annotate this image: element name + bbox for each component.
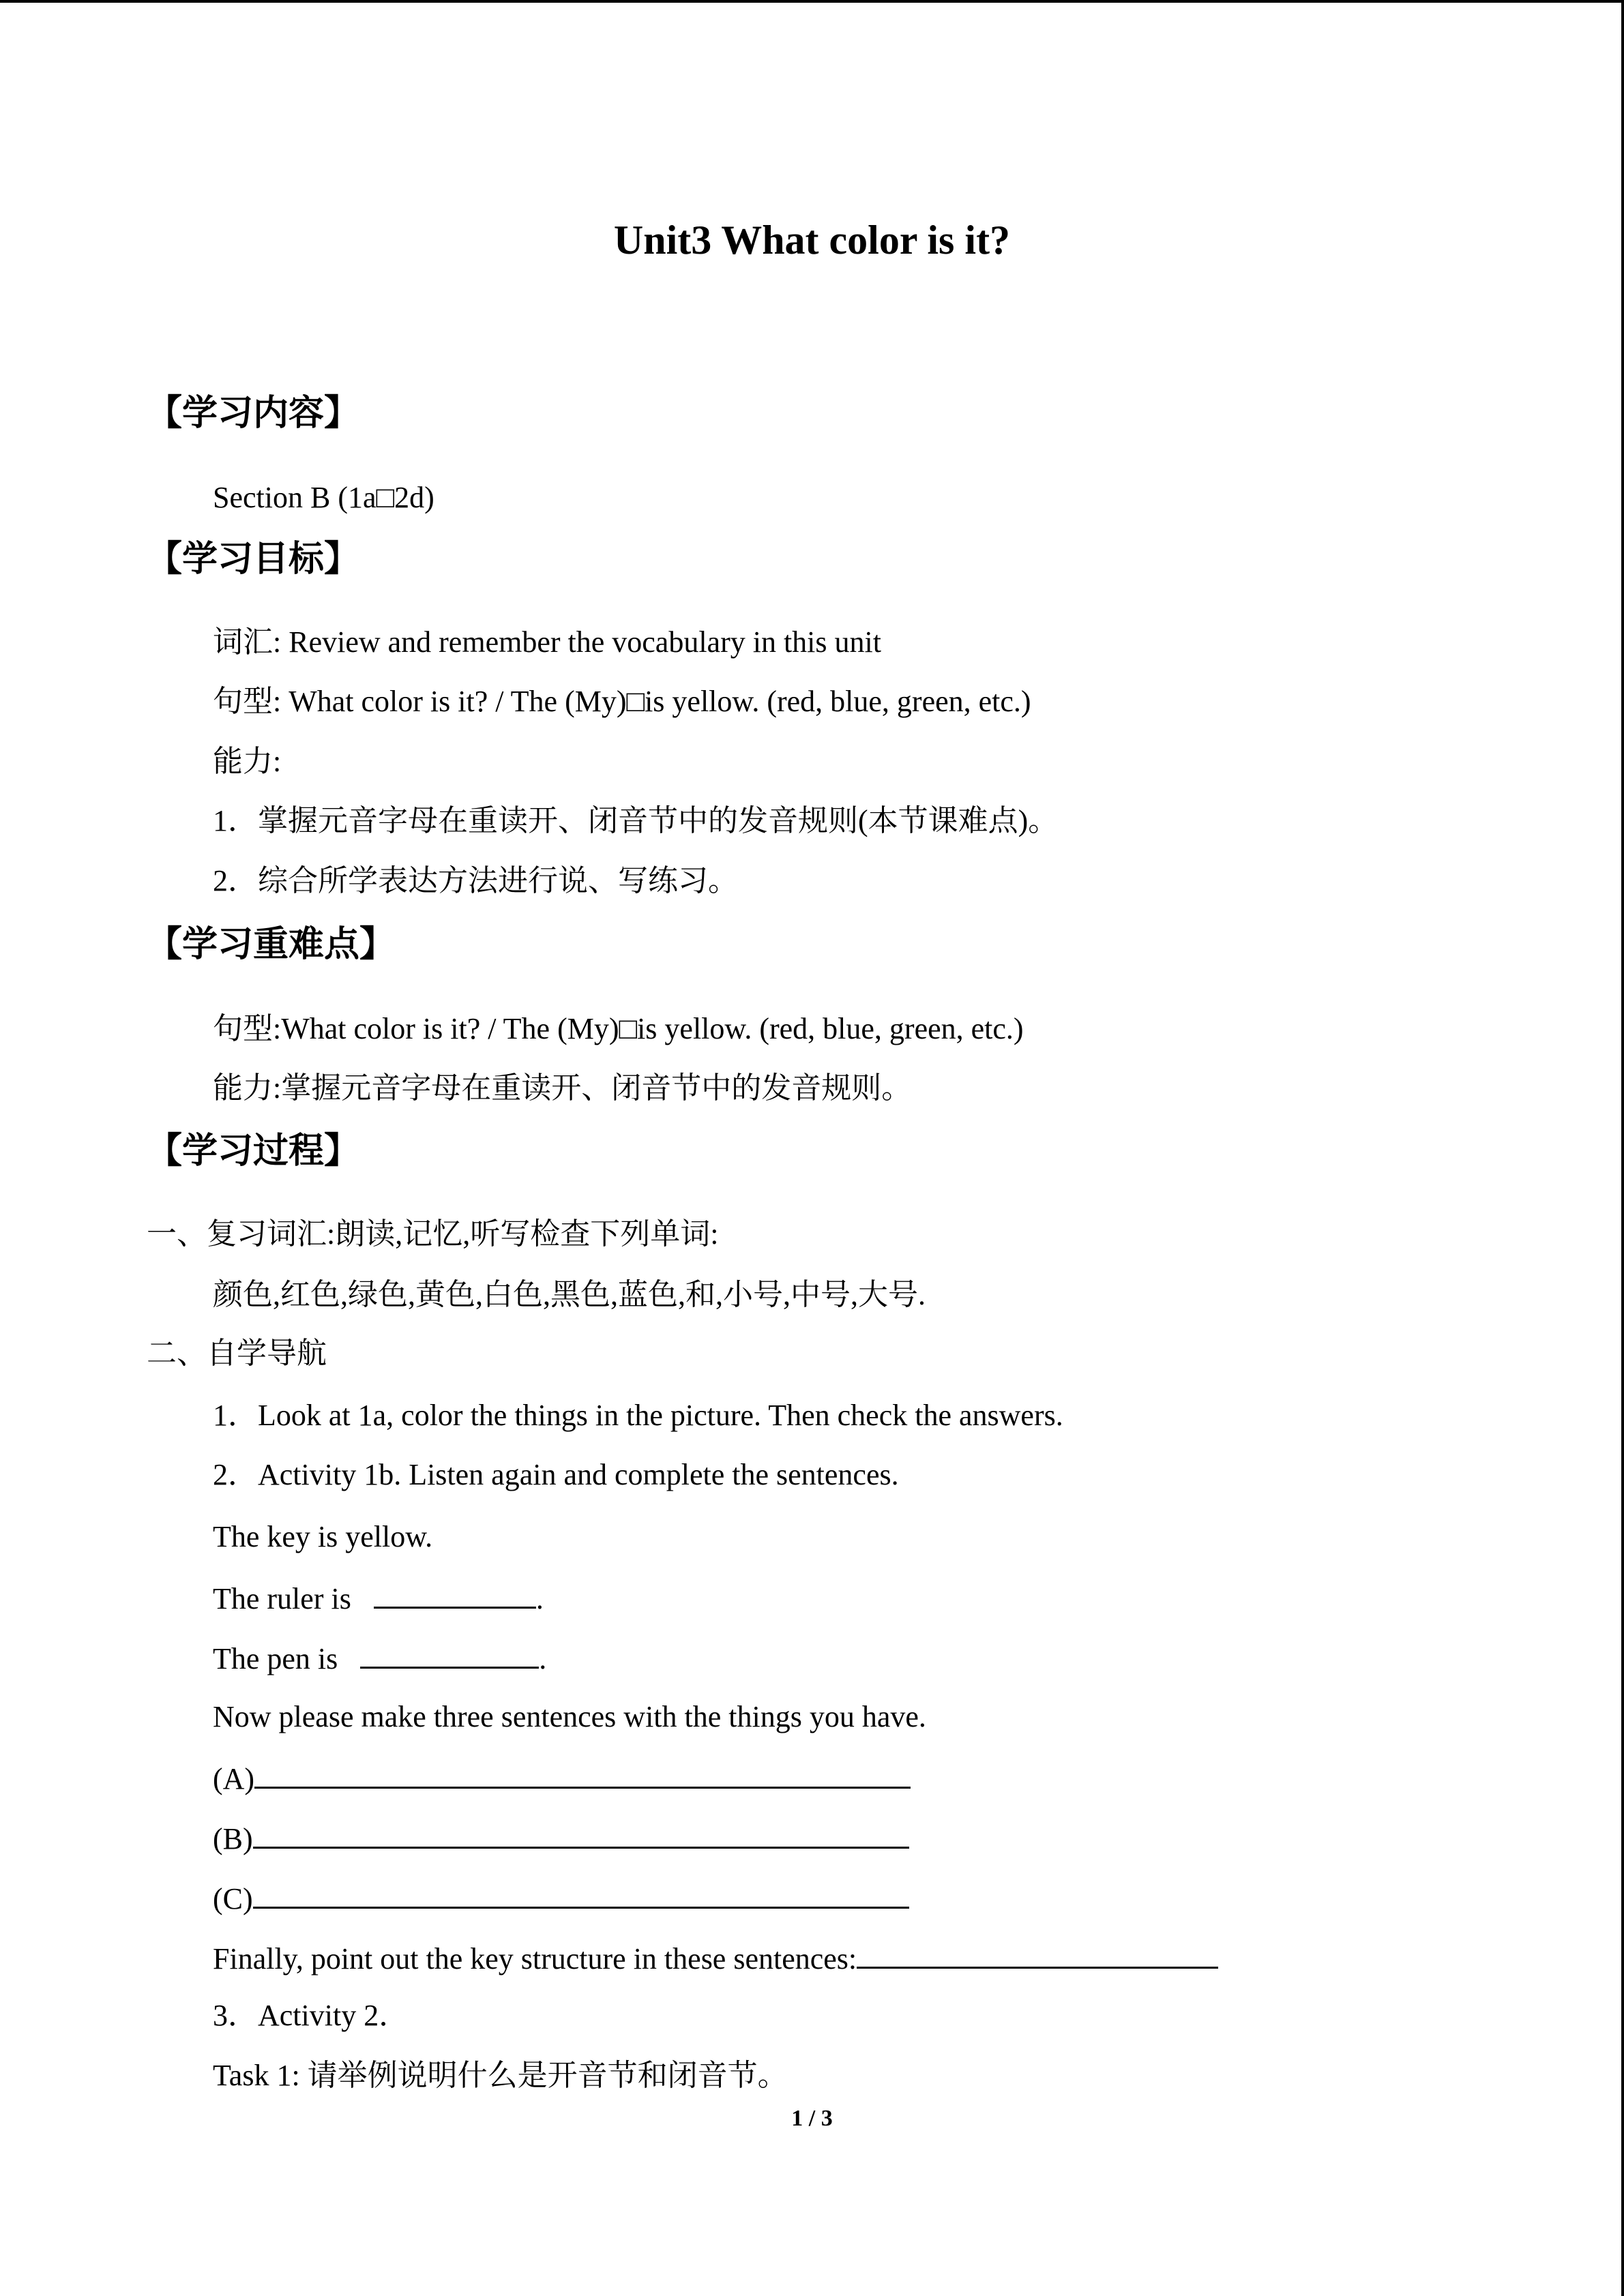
sentence-c-row [213, 1877, 909, 1920]
sentence-ruler-row [213, 1577, 544, 1620]
process-step-3: 3．Activity 2． [213, 1999, 409, 2032]
page-indicator: 1 / 3 [791, 2106, 833, 2131]
goal-ability-label: 能力: [213, 745, 282, 778]
make-sentences-instruction: Now please make three sentences with the things you have. [213, 1700, 926, 1733]
sentence-b-blank[interactable] [253, 1817, 909, 1849]
goal-ability-item-2: 2．综合所学表达方法进行说、写练习。 [213, 864, 738, 897]
section-range-text: Section B (1a□2d) [213, 481, 434, 514]
document-title: Unit3 What color is it? [613, 218, 1011, 263]
goal-ability-item-1: 1．掌握元音字母在重读开、闭音节中的发音规则(本节课难点)。 [213, 804, 1059, 837]
process-vocab-words: 颜色,红色,绿色,黄色,白色,黑色,蓝色,和,小号,中号,大号. [213, 1278, 926, 1311]
ruler-answer-blank[interactable] [374, 1577, 536, 1609]
pen-period: . [539, 1642, 547, 1675]
process-step-2: 2．Activity 1b. Listen again and complete the sentences. [213, 1458, 899, 1491]
ruler-period: . [535, 1582, 544, 1615]
sentence-c-label: (C) [213, 1882, 253, 1915]
process-step-1: 1．Look at 1a, color the things in the picture. Then check the answers. [213, 1399, 1063, 1432]
heading-key-points: 【学习重难点】 [147, 924, 396, 965]
finally-row [213, 1937, 1218, 1980]
process-part-2-title: 二、自学导航 [147, 1337, 327, 1370]
sentence-pen-text: The pen is [213, 1642, 338, 1675]
sentence-a-blank[interactable] [254, 1757, 911, 1789]
process-part-1-title: 一、复习词汇:朗读,记忆,听写检查下列单词: [147, 1217, 719, 1251]
heading-learning-content: 【学习内容】 [147, 393, 360, 434]
key-sentence-pattern: 句型:What color is it? / The (My)□is yellow. (red, blue, green, etc.) [213, 1012, 1024, 1045]
finally-text: Finally, point out the key structure in these sentences: [213, 1942, 857, 1976]
key-structure-blank[interactable] [857, 1937, 1218, 1969]
goal-sentence-pattern: 句型: What color is it? / The (My)□is yellow. (red, blue, green, etc.) [213, 685, 1031, 718]
pen-answer-blank[interactable] [360, 1637, 539, 1669]
page-top-border [0, 0, 1624, 3]
sentence-a-label: (A) [213, 1762, 255, 1795]
goal-vocabulary: 词汇: Review and remember the vocabulary in this unit [213, 625, 881, 659]
heading-learning-goals: 【学习目标】 [147, 539, 360, 580]
sentence-b-label: (B) [213, 1822, 253, 1855]
sentence-key-example: The key is yellow. [213, 1520, 433, 1553]
sentence-a-row [213, 1757, 911, 1800]
page-right-border [1621, 0, 1624, 2296]
sentence-b-row [213, 1817, 909, 1860]
sentence-ruler-text: The ruler is [213, 1582, 351, 1615]
key-ability: 能力:掌握元音字母在重读开、闭音节中的发音规则。 [213, 1071, 912, 1105]
task-1: Task 1: 请举例说明什么是开音节和闭音节。 [213, 2059, 788, 2092]
sentence-c-blank[interactable] [253, 1877, 909, 1909]
sentence-pen-row [213, 1637, 546, 1680]
heading-learning-process: 【学习过程】 [147, 1131, 360, 1172]
